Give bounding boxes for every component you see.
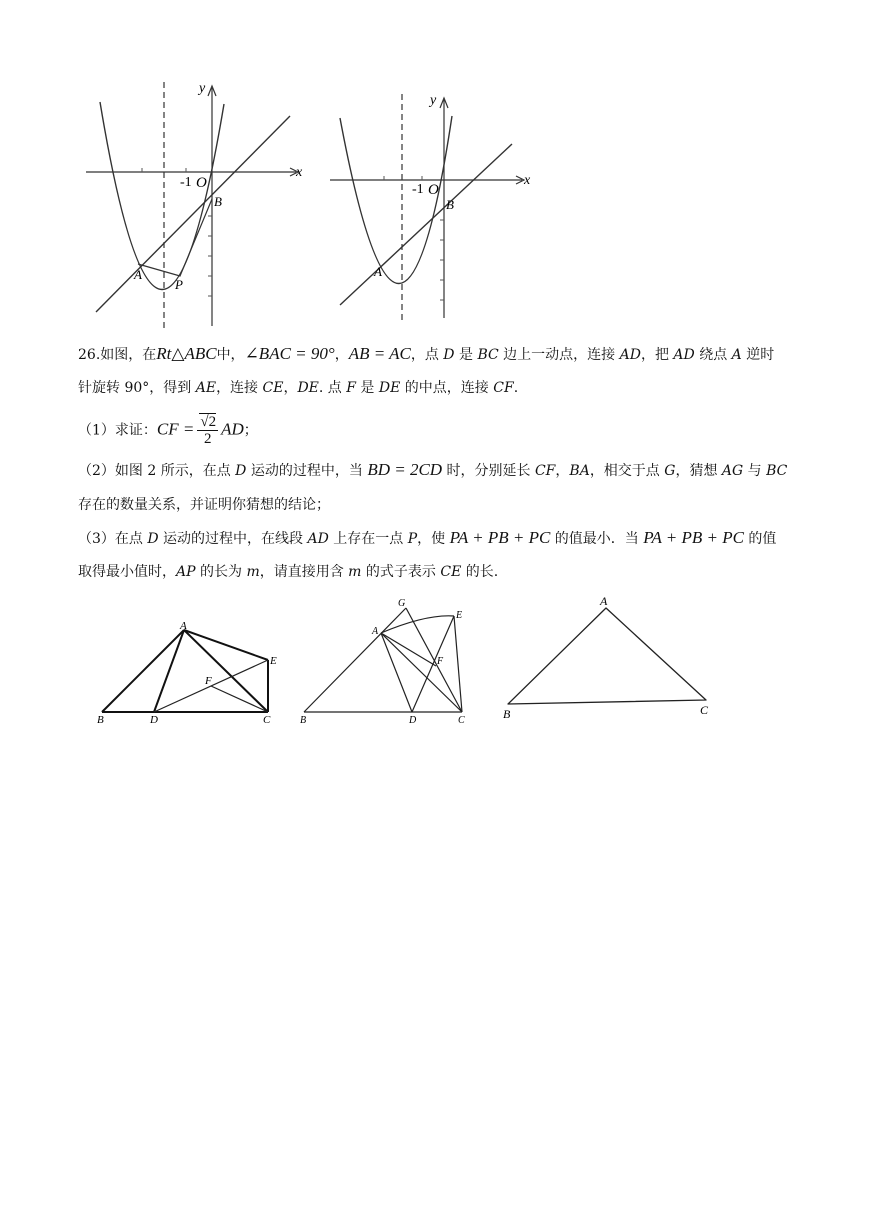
text: 的长为	[195, 564, 247, 580]
var: AD	[619, 347, 641, 363]
geometry-figure-2	[296, 596, 486, 726]
text: ，使	[417, 531, 450, 547]
frac-numerator: √2	[200, 414, 217, 430]
text: 上存在一点	[328, 531, 408, 547]
text: ，相交于点	[589, 463, 665, 479]
problem-part-2-line-2: 存在的数量关系，并证明你猜想的结论；	[78, 497, 330, 513]
parabola-graph-1	[82, 76, 312, 332]
var: BA	[569, 463, 590, 479]
problem-part-3-line-2	[78, 562, 498, 582]
graph1-x-label: x	[296, 165, 303, 180]
graph2-y-label: y	[430, 93, 437, 108]
graph2-x-label: x	[524, 173, 531, 188]
fig1-label-f: F	[205, 675, 212, 687]
var: D	[443, 347, 455, 363]
math-rt-abc: Rt△ABC	[156, 344, 217, 363]
var: G	[664, 463, 676, 479]
math-cf-eq: CF =	[156, 419, 195, 439]
text: 运动的过程中，当	[246, 463, 368, 479]
graph2-point-a-label: A	[374, 264, 382, 279]
parabola-graph-2	[326, 90, 538, 322]
fig2-label-b: B	[300, 715, 307, 726]
problem-part-2-line-1	[78, 460, 787, 481]
text: 时，分别延长	[442, 463, 535, 479]
text: （2）如图 2 所示，在点	[78, 463, 236, 479]
problem-line-1	[78, 344, 774, 365]
text: 是	[355, 380, 379, 396]
math-ab-eq-ac: AB = AC	[348, 344, 411, 363]
var: DE	[297, 380, 319, 396]
text: 的长.	[461, 564, 499, 580]
text: 绕点	[694, 347, 732, 363]
text: ，	[283, 380, 298, 396]
fig3-label-c: C	[700, 703, 709, 717]
var: D	[147, 531, 159, 547]
var: AE	[195, 380, 217, 396]
fraction-sqrt2-over-2	[197, 414, 218, 447]
text: 的值最小．当	[550, 531, 644, 547]
text: 边上一动点，连接	[498, 347, 620, 363]
graph1-origin-label: O	[196, 175, 207, 191]
problem-part-1	[78, 414, 258, 447]
math-pa-pb-pc: PA + PB + PC	[449, 528, 551, 547]
text: ，猜想	[675, 463, 722, 479]
graph1-point-b-label: B	[214, 194, 222, 209]
text: （3）在点	[78, 531, 148, 547]
graph2-neg-one-label: -1	[412, 182, 424, 197]
fig3-label-b: B	[503, 707, 511, 721]
geometry-figure-3	[500, 594, 720, 722]
text: 是	[454, 347, 478, 363]
text: 的式子表示	[361, 564, 441, 580]
fig1-label-b: B	[97, 714, 104, 726]
text: ，连接	[216, 380, 263, 396]
text: 逆时	[741, 347, 775, 363]
var: A	[731, 347, 742, 363]
var: DE	[378, 380, 401, 396]
text: 运动的过程中，在线段	[158, 531, 308, 547]
graph1-point-a-label: A	[134, 267, 142, 282]
text: .	[513, 380, 519, 396]
text: 中，	[216, 347, 245, 363]
problem-line-2	[78, 378, 518, 398]
text: . 点	[318, 380, 347, 396]
var: AG	[721, 463, 744, 479]
text: 取得最小值时，	[78, 564, 176, 580]
math-ad: AD	[221, 419, 244, 439]
var: CE	[440, 564, 462, 580]
text: ，	[555, 463, 570, 479]
var: BC	[766, 463, 788, 479]
var: AP	[176, 564, 196, 580]
math-angle-bac: ∠BAC = 90°	[244, 344, 335, 363]
text: ，把	[640, 347, 674, 363]
var: CF	[534, 463, 556, 479]
problem-number: 26.	[78, 347, 101, 363]
var: CE	[262, 380, 284, 396]
fig2-label-e: E	[456, 610, 463, 621]
graph2-origin-label: O	[428, 182, 439, 198]
fig2-label-g: G	[398, 598, 406, 609]
var: D	[235, 463, 247, 479]
fig1-label-c: C	[263, 714, 271, 726]
math-pa-pb-pc-2: PA + PB + PC	[643, 528, 744, 547]
fig2-label-a: A	[372, 626, 379, 637]
math-bd-eq-2cd: BD = 2CD	[367, 460, 443, 479]
var: F	[346, 380, 356, 396]
fig1-label-e: E	[270, 655, 277, 667]
graph2-point-b-label: B	[446, 197, 454, 212]
text: ，	[334, 347, 349, 363]
text: 的值	[743, 531, 777, 547]
graph1-point-p-label: P	[175, 277, 183, 292]
fig2-label-f: F	[437, 656, 444, 667]
problem-part-3-line-1	[78, 528, 776, 549]
text: ，点	[410, 347, 444, 363]
graph1-y-label: y	[199, 81, 206, 96]
fig2-label-c: C	[458, 715, 465, 726]
text: ，请直接用含	[259, 564, 349, 580]
var: m	[348, 564, 362, 580]
var: BC	[477, 347, 499, 363]
fig3-label-a: A	[600, 594, 608, 608]
fig2-label-d: D	[409, 715, 417, 726]
var: AD	[307, 531, 329, 547]
text: 与	[743, 463, 767, 479]
text: （1）求证：	[78, 422, 157, 439]
fig1-label-d: D	[150, 714, 158, 726]
fig1-label-a: A	[180, 620, 187, 632]
geometry-figure-1	[92, 620, 282, 728]
graph1-neg-one-label: -1	[180, 175, 192, 190]
var: AD	[673, 347, 695, 363]
var: CF	[493, 380, 514, 396]
text: 的中点，连接	[400, 380, 494, 396]
text: 如图，在	[100, 347, 157, 363]
var: m	[246, 564, 260, 580]
var: P	[407, 531, 418, 547]
text: ；	[243, 422, 258, 439]
frac-denominator: 2	[203, 431, 212, 447]
text: 针旋转 90°，得到	[78, 380, 196, 396]
